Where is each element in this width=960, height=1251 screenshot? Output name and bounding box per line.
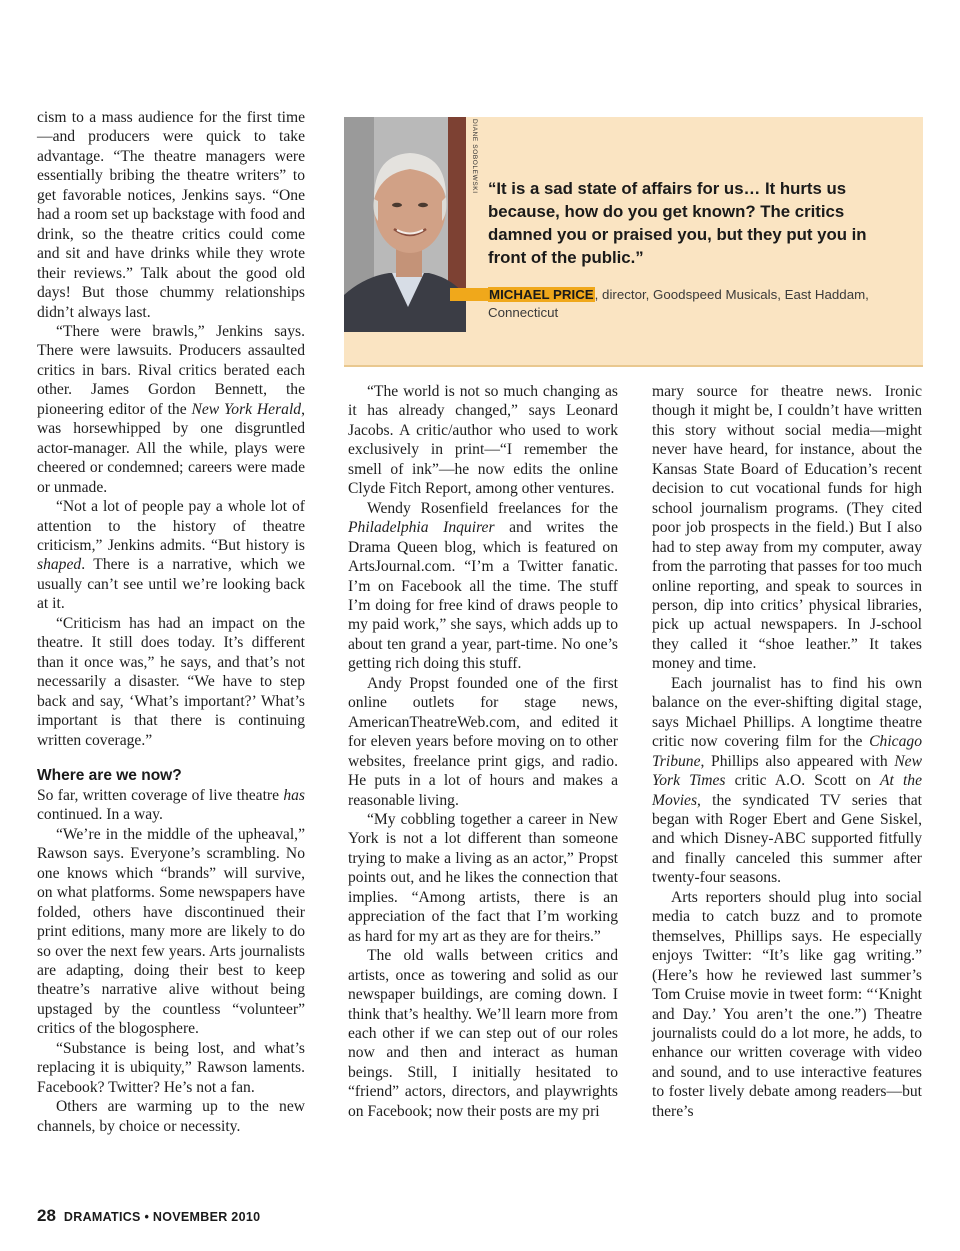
attribution-name: MICHAEL PRICE	[489, 287, 594, 302]
paragraph: Others are warming up to the new channels, by choice or necessity.	[37, 1098, 305, 1135]
paragraph: “There were brawls,” Jenkins says. There were lawsuits. Producers assaulted critics in bars. Rival critics berated each other. James Gordon Bennett, the pioneering editor of the New York Herald, was horsewhipped by one disgruntled actor-manager. All the while, plays were cheered or condemned; careers were made or unmade.	[37, 322, 305, 496]
paragraph: Each journalist has to find his own balance on the ever-shifting digital stage, says Michael Phillips. A longtime theatre critic now covering film for the Chicago Tribune, Phillips also appeared with New York Times critic A.O. Scott on At the Movies, the syndicated TV series that began with Roger Ebert and Gene Siskel, and which Disney-ABC supported fitfully and finally canceled this summer after twenty-four seasons.	[652, 674, 922, 887]
article-column-1	[37, 108, 305, 1136]
paragraph: cism to a mass audience for the first time—and producers were quick to take advantage. “The theatre managers were essentially bribing the theatre writers” to get favorable notices, Jenkins says. “One had a room set up backstage with food and drink, so the theatre critics could come and sit and have drinks while they wrote their reviews.” Talk about the good old days! But those chummy relationships didn’t always last.	[37, 109, 305, 321]
portrait-photo	[344, 117, 466, 332]
portrait-illustration	[344, 117, 466, 332]
pull-quote-text: “It is a sad state of affairs for us… It hurts us because, how do you get known? The critics damned you or praised you, but they put you in front of the public.”	[488, 179, 867, 267]
attribution-title: , director, Goodspeed Musicals, East Haddam, Connecticut	[488, 287, 869, 320]
paragraph: “My cobbling together a career in New York is not a lot different than someone trying to make a living as an actor,” Propst points out, and he likes the connection that implies. “Among artists, there is an appreciation of the fact that I’m working as hard for my art as they are for theirs.”	[348, 810, 618, 945]
paragraph: “We’re in the middle of the upheaval,” Rawson says. Everyone’s scrambling. No one knows which “brands” will survive, on what platforms. Some newspapers have folded, others have discontinued their print editions, many more are likely to do so over the next few years. Arts journalists are adapting, doing their best to keep theatre’s narrative alive without being upstaged by the countless “volunteer” critics of the blogosphere.	[37, 825, 305, 1038]
page-footer	[37, 1206, 260, 1226]
pull-quote-attribution	[488, 286, 878, 322]
pull-quote-box	[344, 117, 923, 367]
paragraph: The old walls between critics and artists, once as towering and solid as our newspaper buildings, are coming down. I think that’s healthy. We’ll learn more from each other if we can step out of our roles now and then and interact as human beings. Still, I initially hesitated to “friend” actors, directors, and playwrights on Facebook; now their posts are my pri	[348, 947, 618, 1120]
paragraph: Arts reporters should plug into social media to catch buzz and to promote themselves, Phillips says. He especially enjoys Twitter: “It’s like gag writing.” (Here’s how he reviewed last summer’s Tom Cruise movie in tweet form: “‘Knight and Day.’ You aren’t the one.”) Theatre journalists could do a lot more, he adds, to enhance our written coverage with video and sound, and to use interactive features to foster lively debate among readers—but there’s	[652, 888, 922, 1120]
section-subhead: Where are we now?	[37, 766, 182, 784]
paragraph: “The world is not so much changing as it has already changed,” says Leonard Jacobs. A critic/author who used to work exclusively in print—“I remember the smell of ink”—he now edits the online Clyde Fitch Report, among other ventures.	[348, 383, 618, 498]
page-number: 28	[37, 1206, 56, 1225]
paragraph: “Substance is being lost, and what’s replacing it is ubiquity,” Rawson laments. Facebook? Twitter? He’s not a fan.	[37, 1039, 305, 1096]
article-column-3	[652, 382, 922, 1121]
attribution-highlight-bar	[450, 288, 488, 301]
paragraph: “Criticism has had an impact on the theatre. It still does today. It’s different than it once was,” he says, and that’s not necessarily a disaster. “We have to step back and say, ‘What’s important?’ What’s important is that there is continuing written coverage.”	[37, 614, 305, 749]
publication-info: DRAMATICS • NOVEMBER 2010	[63, 1210, 261, 1224]
paragraph: Wendy Rosenfield freelances for the Philadelphia Inquirer and writes the Drama Queen blog, which is featured on ArtsJournal.com. “I’m a Twitter fanatic. I’m on Facebook all the time. The stuff I’m doing for free kind of draws people to my paid work,” she says, which adds up to about ten grand a year, part-time. No one’s getting rich doing this stuff.	[348, 499, 618, 673]
photo-credit: DIANE SOBOLEWSKI	[471, 119, 478, 194]
article-column-2	[348, 382, 618, 1121]
paragraph: mary source for theatre news. Ironic though it might be, I couldn’t have written this story without social media—might never have heard, for instance, about the Kansas State Board of Education’s recent decision to cut vocational funds for high school journalism programs. (They cited poor job prospects in the field.) But I also had to step away from my computer, away from the parroting that passes for too much online reporting, and speak to sources in person, dip into critics’ physical libraries, pick up actual newspapers. In J-school they called it “shoe leather.” It takes money and time.	[652, 383, 922, 673]
paragraph: So far, written coverage of live theatre has continued. In a way.	[37, 786, 305, 824]
paragraph: Andy Propst founded one of the first online outlets for stage news, AmericanTheatreWeb.com, and edited it for eleven years before moving on to other websites, freelance print gigs, and radio. He puts in a lot of hours and makes a reasonable living.	[348, 674, 618, 809]
paragraph: “Not a lot of people pay a whole lot of attention to the history of theatre criticism,” Jenkins admits. “But history is shaped. There is a narrative, which we usually can’t see until we’re looking back at it.	[37, 498, 305, 613]
